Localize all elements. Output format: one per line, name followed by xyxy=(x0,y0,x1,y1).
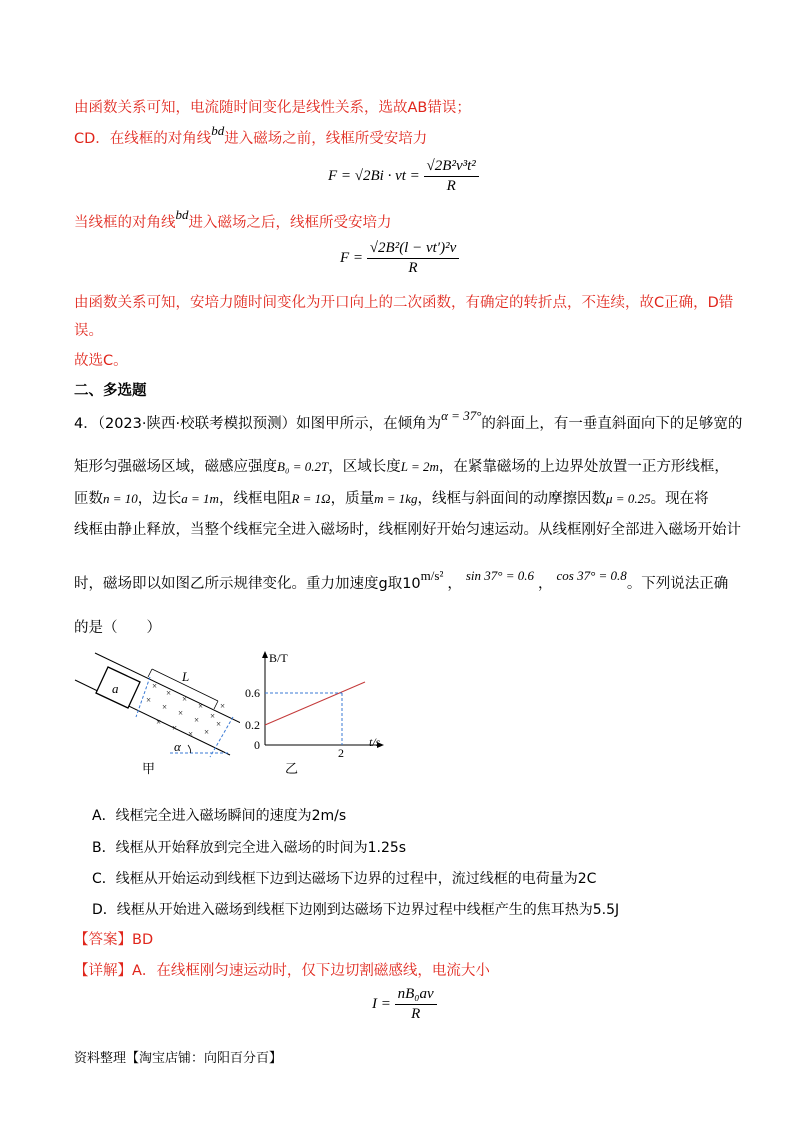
solution-conclusion: 故选C。 xyxy=(74,353,128,369)
math-unit: m/s² xyxy=(420,568,444,583)
math-n: n = 10 xyxy=(103,491,138,506)
math-sin: sin 37° = 0.6 xyxy=(465,568,534,583)
text-segment: 当线框的对角线 xyxy=(74,215,176,231)
equation-fraction xyxy=(395,986,437,1023)
question-line-3 xyxy=(74,488,709,510)
option-c[interactable]: C．线框从开始运动到线框下边到达磁场下边界的过程中，流过线框的电荷量为2C xyxy=(92,871,597,887)
label-alpha: α xyxy=(174,739,181,754)
text-segment: ，线框电阻 xyxy=(218,491,292,507)
fraction-numerator: √2B²(l − vt′)²v xyxy=(367,240,459,259)
text-segment: 时，磁场即以如图乙所示规律变化。重力加速度g取10 xyxy=(74,576,421,592)
text-segment: 。现在将 xyxy=(650,491,709,507)
question-line-1 xyxy=(74,408,743,435)
equation-force-after xyxy=(340,240,459,277)
svg-text:×: × xyxy=(146,695,152,705)
option-a[interactable]: A．线框完全进入磁场瞬间的速度为2m/s xyxy=(92,808,347,824)
fraction-denominator: R xyxy=(446,178,456,194)
tick-0-2: 0.2 xyxy=(245,718,260,732)
svg-text:×: × xyxy=(210,711,216,721)
solution-line-3 xyxy=(74,207,392,234)
option-b[interactable]: B．线框从开始释放到完全进入磁场的时间为1.25s xyxy=(92,840,407,856)
text-segment: 匝数 xyxy=(74,491,103,507)
solution-line-2 xyxy=(74,123,428,150)
question-line-5: 时，磁场即以如图乙所示规律变化。重力加速度g取10m/s²，sin 37° = 0.6，cos 37° = 0.8。下列说法正确 xyxy=(74,568,729,592)
text-segment: 。下列说法正确 xyxy=(626,576,729,592)
math-m: m = 1kg xyxy=(374,491,418,506)
math-l: L = 2m xyxy=(400,459,439,474)
option-d[interactable]: D．线框从开始进入磁场到线框下边刚到达磁场下边界过程中线框产生的焦耳热为5.5J xyxy=(92,902,620,918)
svg-text:×: × xyxy=(216,719,222,729)
svg-text:×: × xyxy=(204,727,210,737)
text-segment: 进入磁场之前，线框所受安培力 xyxy=(224,131,428,147)
svg-text:×: × xyxy=(188,729,194,739)
figure-incline xyxy=(70,645,240,775)
math-r: R = 1Ω xyxy=(291,491,331,506)
fraction-numerator: √2B²v³t² xyxy=(424,158,479,177)
fraction-denominator: R xyxy=(411,1006,421,1022)
svg-text:×: × xyxy=(182,694,188,704)
svg-text:×: × xyxy=(194,715,200,725)
question-line-4: 线框由静止释放，当整个线框完全进入磁场时，线框刚好开始匀速运动。从线框刚好全部进入磁场开始计 xyxy=(74,522,741,538)
math-b0: B₀ = 0.2T xyxy=(277,459,329,474)
text-segment: 4．（2023·陕西·校联考模拟预测）如图甲所示，在倾角为 xyxy=(74,416,442,432)
question-line-6: 的是（ ） xyxy=(74,620,161,636)
svg-text:×: × xyxy=(178,708,184,718)
answer-line: 【答案】BD xyxy=(74,932,154,948)
section-heading: 二、多选题 xyxy=(74,383,147,399)
equation-fraction xyxy=(424,158,479,195)
svg-text:×: × xyxy=(152,681,158,691)
tick-2: 2 xyxy=(338,746,344,760)
fraction-denominator: R xyxy=(408,260,418,276)
svg-text:×: × xyxy=(220,701,226,711)
equation-lhs: F = √2Bi · vt = xyxy=(328,167,420,184)
svg-text:×: × xyxy=(162,702,168,712)
equation-lhs: I = xyxy=(372,995,391,1012)
solution-line-4b: 误。 xyxy=(74,323,103,339)
tick-0-6: 0.6 xyxy=(245,686,260,700)
caption-yi: 乙 xyxy=(285,761,299,775)
text-segment: 进入磁场之后，线框所受安培力 xyxy=(188,215,392,231)
text-segment: ，线框与斜面间的动摩擦因数 xyxy=(417,491,607,507)
math-bd: bd xyxy=(211,123,225,138)
text-segment: CD．在线框的对角线 xyxy=(74,131,212,147)
tick-origin: 0 xyxy=(254,738,260,752)
x-axis-label: t/s xyxy=(369,735,381,749)
equation-fraction xyxy=(367,240,459,277)
y-axis-label: B/T xyxy=(269,651,288,665)
math-bd: bd xyxy=(175,207,189,222)
svg-text:×: × xyxy=(198,701,204,711)
detail-line: 【详解】A．在线框刚匀速运动时，仅下边切割磁感线，电流大小 xyxy=(74,963,490,979)
caption-jia: 甲 xyxy=(142,761,156,775)
figure-b-t-graph xyxy=(245,645,395,775)
math-a: a = 1m xyxy=(181,491,219,506)
fraction-numerator: nB₀av xyxy=(395,986,437,1005)
svg-text:×: × xyxy=(172,723,178,733)
text-segment: 矩形匀强磁场区域，磁感应强度 xyxy=(74,459,277,475)
text-segment: ，在紧靠磁场的上边界处放置一正方形线框， xyxy=(438,459,729,475)
solution-line-1: 由函数关系可知，电流随时间变化是线性关系，选故AB错误； xyxy=(74,100,471,116)
label-l: L xyxy=(182,669,190,684)
math-mu: μ = 0.25 xyxy=(606,491,651,506)
label-a: a xyxy=(112,681,119,696)
equation-force-before xyxy=(328,158,479,195)
solution-line-4: 由函数关系可知，安培力随时间变化为开口向上的二次函数，有确定的转折点，不连续，故C正确，D错 xyxy=(74,295,734,311)
math-cos: cos 37° = 0.8 xyxy=(556,568,627,583)
text-segment: ，质量 xyxy=(330,491,375,507)
footer-source: 资料整理【淘宝店铺：向阳百分百】 xyxy=(74,1051,283,1066)
equation-lhs: F = xyxy=(340,249,364,266)
b-t-line xyxy=(265,682,365,725)
text-segment: ，区域长度 xyxy=(328,459,401,475)
math-alpha: α = 37° xyxy=(441,408,482,423)
text-segment: ，边长 xyxy=(137,491,182,507)
question-line-2 xyxy=(74,456,729,478)
text-segment: 的斜面上，有一垂直斜面向下的足够宽的 xyxy=(481,416,743,432)
equation-current xyxy=(372,986,437,1023)
svg-text:×: × xyxy=(166,688,172,698)
svg-text:×: × xyxy=(156,717,162,727)
